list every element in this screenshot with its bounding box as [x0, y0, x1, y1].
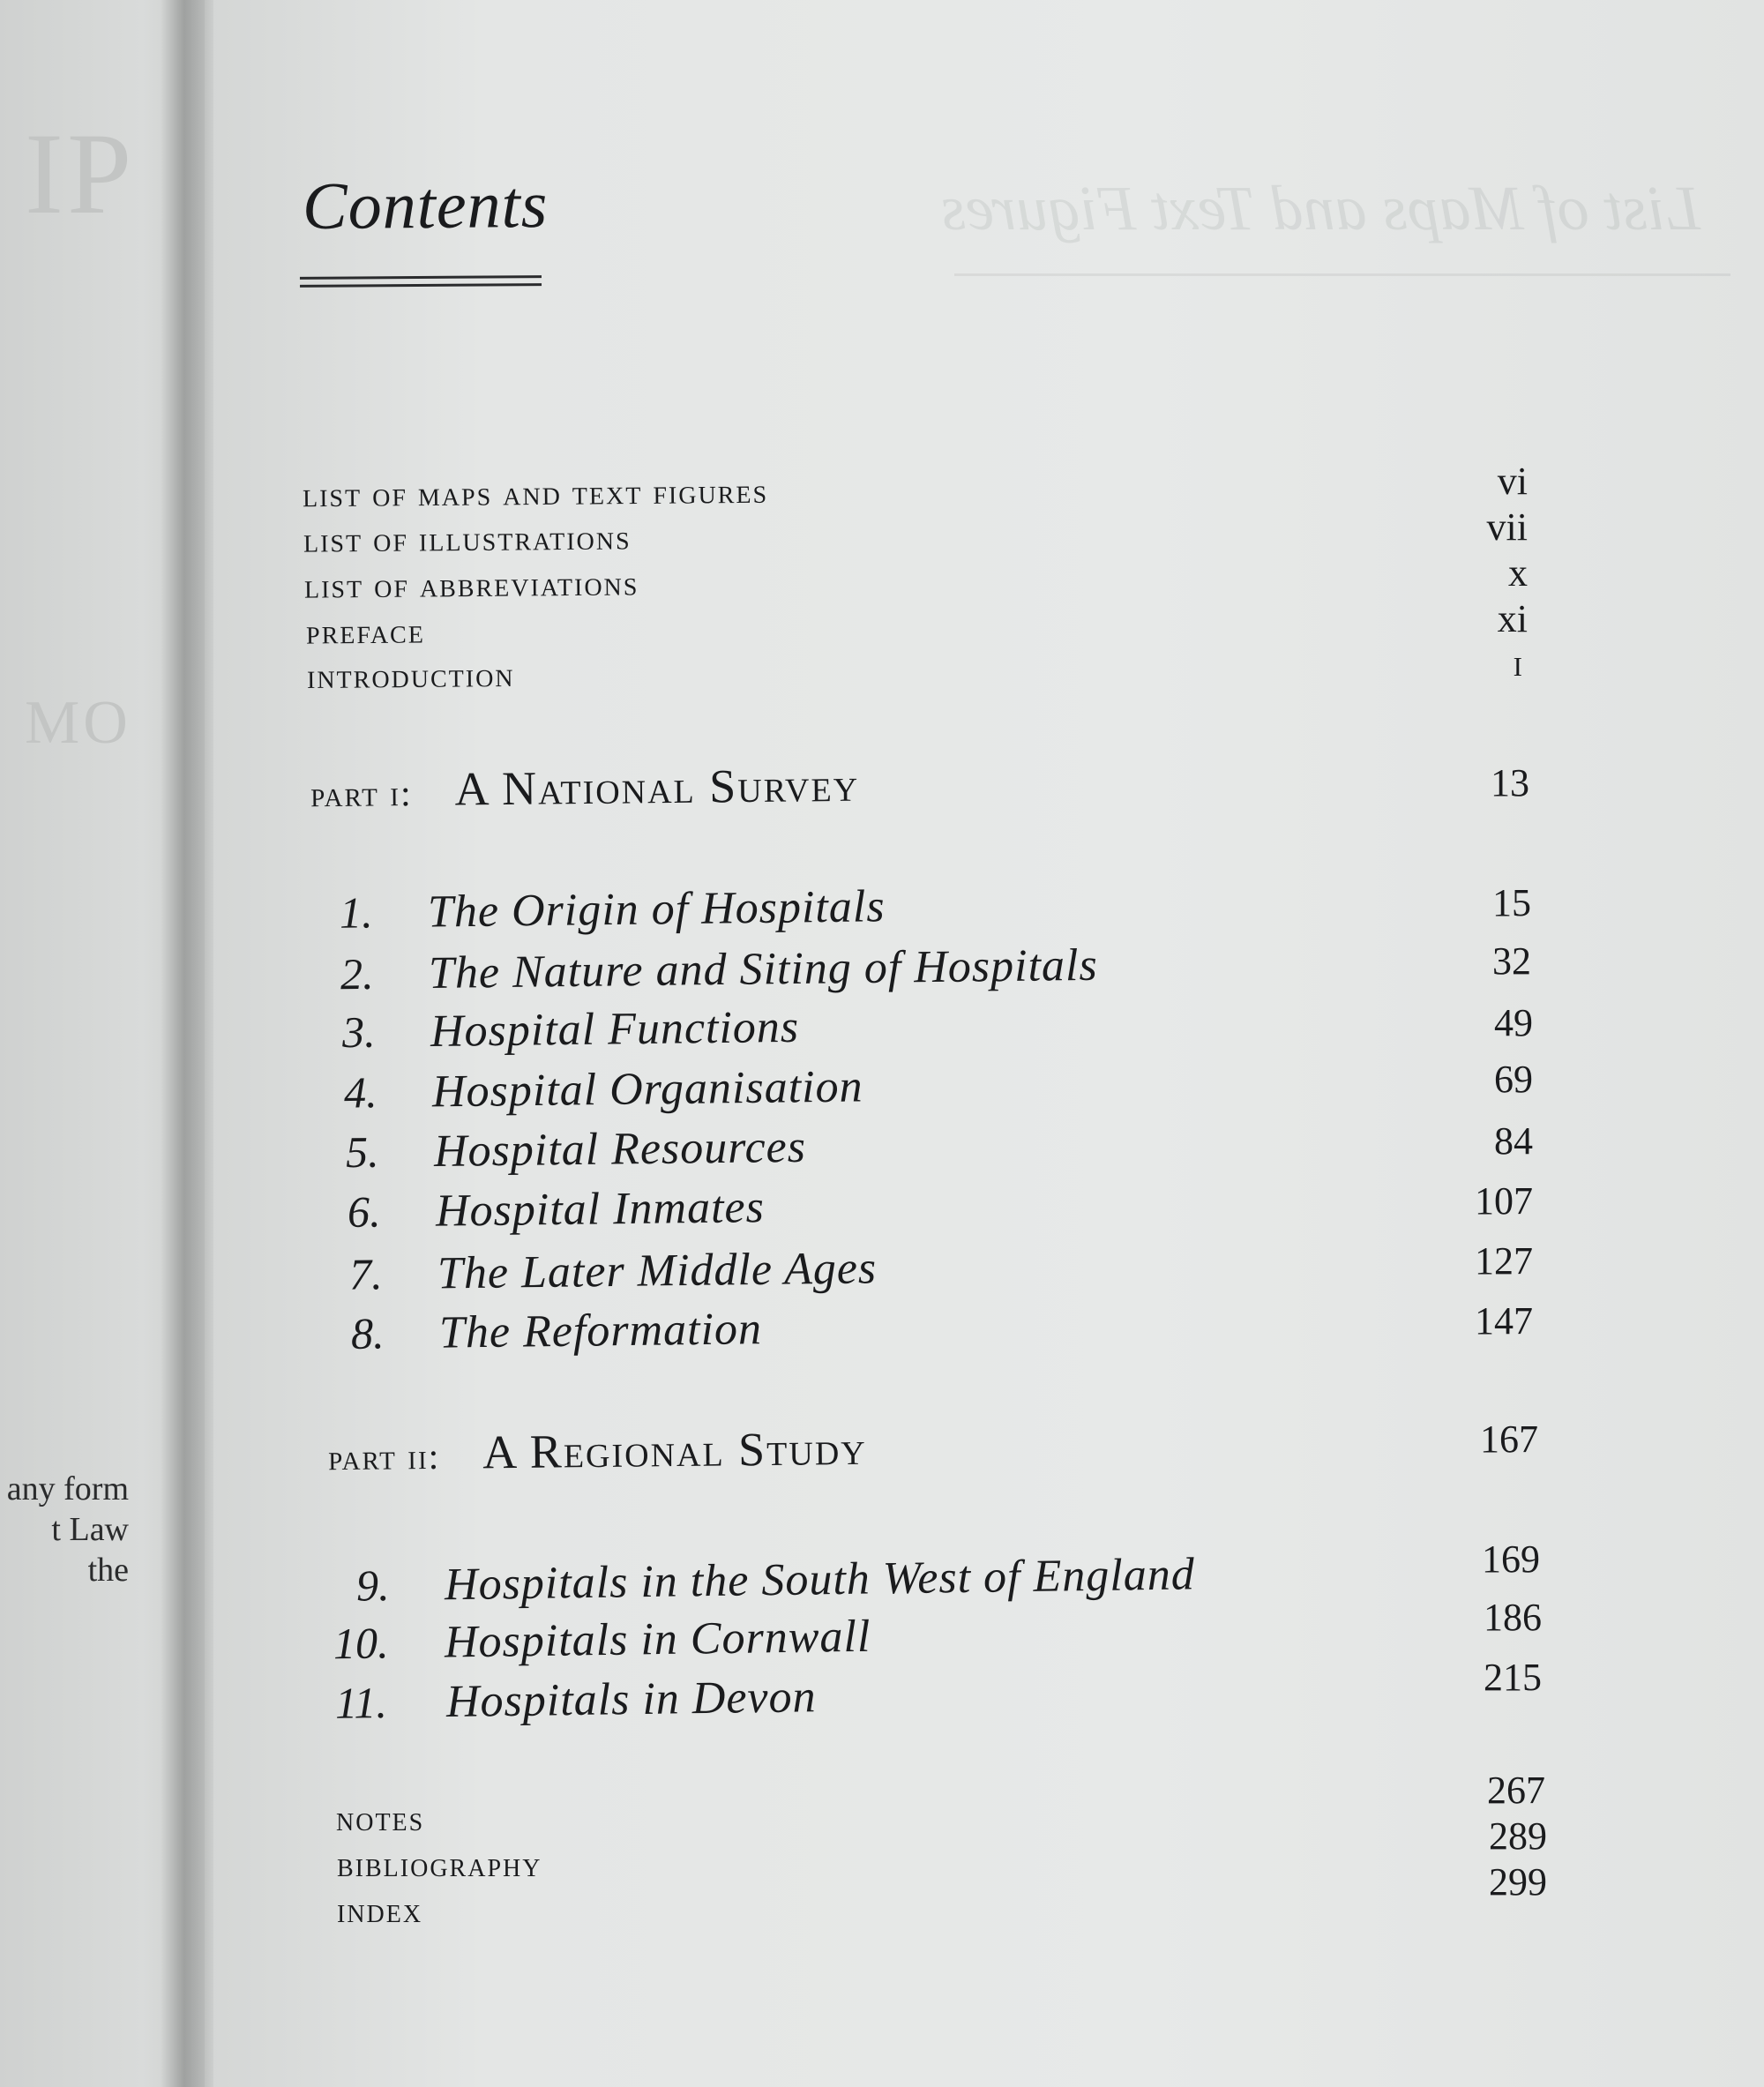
toc-entry-label: list of abbreviations — [303, 563, 639, 606]
toc-entry-list-of-illustrations[interactable] — [303, 516, 632, 560]
chapter-title: Hospital Organisation — [431, 1061, 863, 1118]
toc-chapter-9[interactable] — [356, 1548, 1195, 1612]
toc-entry-preface[interactable] — [306, 610, 425, 652]
chapter-title: The Origin of Hospitals — [427, 881, 886, 938]
chapter-number: 8. — [350, 1308, 385, 1358]
chapter-page: 69 — [1494, 1058, 1533, 1101]
chapter-page: 15 — [1492, 881, 1531, 924]
toc-chapter-6[interactable] — [348, 1181, 765, 1238]
toc-entry-page: 289 — [1489, 1814, 1547, 1858]
chapter-page: 169 — [1482, 1537, 1540, 1581]
facing-page-show-through-top: IP — [25, 108, 136, 238]
toc-chapter-7[interactable] — [349, 1242, 878, 1300]
toc-entry-page: x — [1508, 551, 1528, 595]
toc-entry-list-of-abbreviations[interactable] — [304, 562, 639, 606]
chapter-page: 107 — [1475, 1179, 1533, 1223]
toc-entry-label: list of maps and text figures — [302, 470, 769, 515]
toc-entry-page: 299 — [1489, 1860, 1547, 1904]
part-title: A National Survey — [454, 758, 860, 816]
toc-entry-label: list of illustrations — [303, 517, 632, 560]
chapter-title: Hospital Functions — [430, 1001, 800, 1057]
part-label: part i: — [310, 774, 413, 816]
toc-entry-label: preface — [305, 610, 426, 652]
facing-page-show-through-mid: MO — [25, 689, 131, 757]
toc-chapter-11[interactable] — [335, 1671, 817, 1730]
part-heading-2[interactable] — [328, 1421, 867, 1481]
chapter-page: 127 — [1475, 1239, 1533, 1283]
toc-entry-page: i — [1513, 641, 1524, 684]
chapter-number: 11. — [334, 1677, 388, 1728]
toc-chapter-4[interactable] — [344, 1060, 863, 1118]
show-through-title: List of Maps and Text Figures — [941, 173, 1700, 243]
toc-entry-label: introduction — [306, 654, 515, 697]
book-gutter-shadow — [161, 0, 213, 2087]
chapter-title: Hospitals in Devon — [445, 1672, 817, 1728]
part-heading-1[interactable] — [310, 758, 860, 819]
toc-entry-page: 267 — [1487, 1769, 1545, 1812]
toc-entry-index[interactable] — [337, 1889, 422, 1931]
chapter-number: 4. — [343, 1067, 377, 1118]
toc-chapter-3[interactable] — [342, 1001, 800, 1058]
toc-entry-introduction[interactable] — [307, 654, 515, 697]
part-label: part ii: — [327, 1436, 441, 1479]
chapter-page: 32 — [1492, 939, 1531, 983]
chapter-title: The Reformation — [438, 1304, 763, 1358]
chapter-title: Hospital Resources — [433, 1121, 807, 1177]
chapter-title: The Nature and Siting of Hospitals — [428, 939, 1099, 999]
toc-entry-label: index — [337, 1890, 423, 1930]
part-page: 167 — [1480, 1418, 1538, 1461]
toc-entry-page: vi — [1497, 460, 1528, 503]
chapter-title: Hospital Inmates — [435, 1182, 766, 1237]
chapter-title: Hospitals in Cornwall — [444, 1611, 871, 1668]
chapter-page: 215 — [1484, 1656, 1542, 1699]
chapter-number: 6. — [347, 1186, 381, 1237]
toc-entry-label: notes — [336, 1799, 425, 1838]
chapter-title: The Later Middle Ages — [437, 1243, 878, 1299]
toc-entry-notes[interactable] — [336, 1798, 424, 1839]
toc-entry-label: bibliography — [337, 1844, 542, 1884]
chapter-page: 49 — [1494, 1001, 1533, 1044]
chapter-number: 2. — [340, 948, 374, 999]
toc-chapter-2[interactable] — [340, 939, 1098, 1000]
chapter-number: 7. — [348, 1249, 383, 1299]
chapter-page: 84 — [1494, 1119, 1533, 1163]
toc-chapter-1[interactable] — [340, 880, 886, 939]
chapter-number: 10. — [333, 1618, 389, 1669]
toc-chapter-5[interactable] — [346, 1121, 807, 1178]
chapter-number: 9. — [355, 1560, 390, 1611]
chapter-number: 3. — [341, 1006, 376, 1058]
chapter-page: 147 — [1475, 1299, 1533, 1343]
chapter-title: Hospitals in the South West of England — [444, 1549, 1196, 1611]
chapter-number: 1. — [339, 887, 373, 938]
toc-entry-list-of-maps[interactable] — [303, 470, 768, 516]
toc-chapter-8[interactable] — [351, 1303, 763, 1360]
toc-entry-page: xi — [1497, 597, 1528, 640]
toc-chapter-10[interactable] — [333, 1611, 871, 1671]
toc-entry-page: vii — [1486, 505, 1528, 549]
facing-page-line: t Law — [51, 1511, 129, 1548]
page-title: Contents — [302, 168, 549, 243]
facing-page-line: any form — [6, 1470, 129, 1507]
toc-entry-bibliography[interactable] — [337, 1844, 542, 1885]
part-title: A Regional Study — [482, 1421, 867, 1479]
part-page: 13 — [1491, 761, 1529, 804]
chapter-number: 5. — [345, 1126, 379, 1178]
chapter-page: 186 — [1484, 1596, 1542, 1639]
facing-page-line: the — [87, 1552, 129, 1589]
